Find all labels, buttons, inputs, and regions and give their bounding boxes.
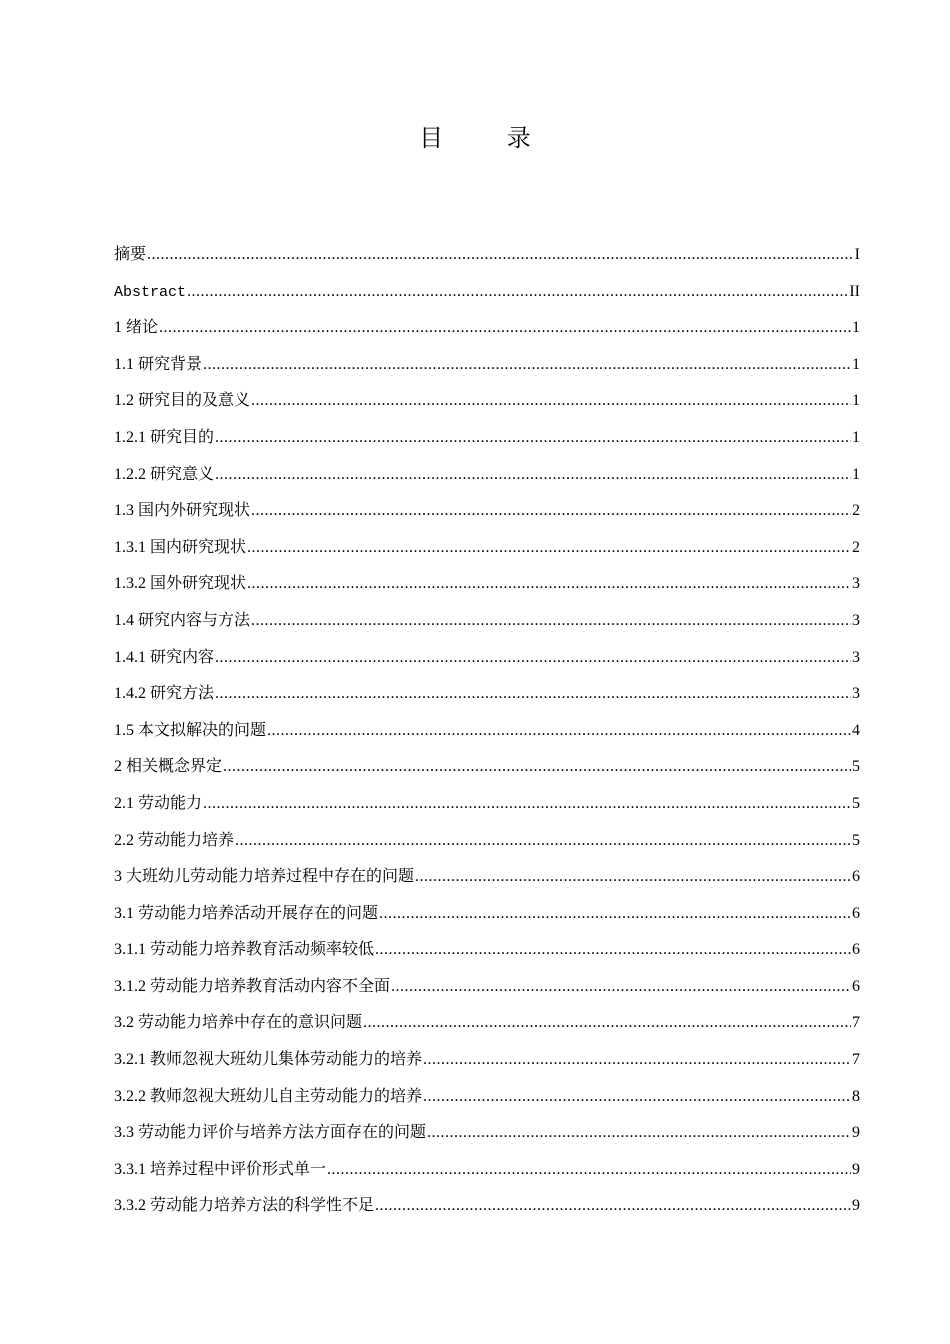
toc-entry-title: 3 大班幼儿劳动能力培养过程中存在的问题 [114, 868, 415, 886]
toc-entry-page-number: 2 [852, 502, 860, 520]
toc-entry-page-number: 1 [852, 319, 860, 337]
toc-entry-page-number: 5 [852, 831, 860, 849]
toc-entry[interactable] [114, 676, 860, 713]
toc-dot-leader [375, 932, 851, 968]
toc-entry[interactable] [114, 310, 860, 347]
toc-entry-page-number: 8 [852, 1087, 860, 1105]
toc-entry[interactable] [114, 713, 860, 750]
table-of-contents [114, 237, 860, 1225]
toc-entry-title: 3.3.1 培养过程中评价形式单一 [114, 1160, 327, 1178]
toc-dot-leader [423, 1079, 851, 1115]
toc-entry[interactable] [114, 383, 860, 420]
toc-entry-page-number: 6 [852, 904, 860, 922]
toc-entry-page-number: 5 [852, 794, 860, 812]
toc-dot-leader [203, 786, 851, 822]
toc-entry[interactable] [114, 859, 860, 896]
toc-entry-page-number: 6 [852, 941, 860, 959]
toc-dot-leader [267, 713, 851, 749]
toc-dot-leader [215, 420, 851, 456]
toc-entry-title: 1.3 国内外研究现状 [114, 502, 251, 520]
toc-entry[interactable] [114, 274, 860, 311]
toc-entry-page-number: 4 [852, 721, 860, 739]
toc-entry[interactable] [114, 640, 860, 677]
toc-dot-leader [327, 1152, 851, 1188]
toc-entry-page-number: II [849, 282, 860, 300]
toc-entry[interactable] [114, 1042, 860, 1079]
toc-dot-leader [379, 896, 851, 932]
toc-entry-title: 3.1 劳动能力培养活动开展存在的问题 [114, 904, 379, 922]
toc-entry[interactable] [114, 530, 860, 567]
toc-entry-title: 2.2 劳动能力培养 [114, 831, 235, 849]
toc-entry-title: 1.4.1 研究内容 [114, 648, 215, 666]
toc-entry[interactable] [114, 969, 860, 1006]
toc-entry-title: 1.3.2 国外研究现状 [114, 575, 247, 593]
toc-dot-leader [215, 457, 851, 493]
toc-dot-leader [251, 603, 851, 639]
toc-entry-page-number: 3 [852, 611, 860, 629]
toc-dot-leader [235, 823, 851, 859]
toc-dot-leader [147, 237, 854, 273]
toc-entry-page-number: 1 [852, 428, 860, 446]
toc-entry-title: 3.1.1 劳动能力培养教育活动频率较低 [114, 941, 375, 959]
toc-entry-title: Abstract [114, 283, 187, 301]
toc-entry[interactable] [114, 420, 860, 457]
toc-entry-page-number: 3 [852, 648, 860, 666]
toc-dot-leader [223, 749, 851, 785]
toc-entry-title: 1.2 研究目的及意义 [114, 392, 251, 410]
toc-entry[interactable] [114, 1152, 860, 1189]
toc-dot-leader [215, 640, 851, 676]
toc-dot-leader [391, 969, 851, 1005]
toc-entry-page-number: 6 [852, 868, 860, 886]
toc-dot-leader [247, 566, 851, 602]
toc-entry-page-number: 1 [852, 355, 860, 373]
toc-entry[interactable] [114, 749, 860, 786]
toc-entry[interactable] [114, 1079, 860, 1116]
toc-entry-page-number: 6 [852, 977, 860, 995]
toc-entry-title: 3.2.1 教师忽视大班幼儿集体劳动能力的培养 [114, 1051, 423, 1069]
toc-entry-page-number: 5 [852, 758, 860, 776]
toc-entry-page-number: 2 [852, 538, 860, 556]
toc-dot-leader [363, 1005, 851, 1041]
toc-entry-title: 3.2 劳动能力培养中存在的意识问题 [114, 1014, 363, 1032]
toc-entry-title: 1.5 本文拟解决的问题 [114, 721, 267, 739]
toc-entry-title: 1.4 研究内容与方法 [114, 611, 251, 629]
toc-entry-page-number: I [854, 246, 860, 263]
toc-entry-title: 3.3 劳动能力评价与培养方法方面存在的问题 [114, 1124, 427, 1142]
toc-entry-title: 2.1 劳动能力 [114, 794, 203, 812]
toc-entry[interactable] [114, 566, 860, 603]
toc-entry-title: 2 相关概念界定 [114, 758, 223, 776]
toc-entry-title: 1.2.2 研究意义 [114, 465, 215, 483]
toc-entry-page-number: 1 [852, 392, 860, 410]
toc-entry-title: 3.3.2 劳动能力培养方法的科学性不足 [114, 1197, 375, 1215]
toc-entry-page-number: 7 [852, 1051, 860, 1069]
toc-entry-title: 摘要 [114, 246, 147, 263]
toc-entry[interactable] [114, 896, 860, 933]
toc-entry-page-number: 3 [852, 685, 860, 703]
toc-entry[interactable] [114, 457, 860, 494]
toc-entry[interactable] [114, 237, 860, 274]
toc-dot-leader [415, 859, 851, 895]
toc-entry-page-number: 7 [852, 1014, 860, 1032]
toc-dot-leader [247, 530, 851, 566]
toc-dot-leader [203, 347, 851, 383]
toc-dot-leader [375, 1188, 851, 1224]
toc-dot-leader [423, 1042, 851, 1078]
toc-entry[interactable] [114, 603, 860, 640]
toc-entry[interactable] [114, 347, 860, 384]
toc-entry-page-number: 1 [852, 465, 860, 483]
toc-dot-leader [427, 1115, 851, 1151]
toc-entry[interactable] [114, 1005, 860, 1042]
toc-entry-page-number: 9 [852, 1160, 860, 1178]
toc-entry[interactable] [114, 1188, 860, 1225]
toc-entry-title: 3.1.2 劳动能力培养教育活动内容不全面 [114, 977, 391, 995]
toc-entry-title: 1 绪论 [114, 319, 159, 337]
toc-dot-leader [251, 493, 851, 529]
toc-entry-page-number: 9 [852, 1124, 860, 1142]
page-title: 目 录 [419, 124, 559, 152]
toc-entry[interactable] [114, 932, 860, 969]
toc-entry-page-number: 3 [852, 575, 860, 593]
toc-entry-title: 3.2.2 教师忽视大班幼儿自主劳动能力的培养 [114, 1087, 423, 1105]
toc-entry[interactable] [114, 823, 860, 860]
toc-dot-leader [187, 274, 848, 310]
toc-entry[interactable] [114, 1115, 860, 1152]
toc-entry-title: 1.3.1 国内研究现状 [114, 538, 247, 556]
toc-dot-leader [215, 676, 851, 712]
toc-entry[interactable] [114, 786, 860, 823]
toc-entry-page-number: 9 [852, 1197, 860, 1215]
toc-entry-title: 1.2.1 研究目的 [114, 428, 215, 446]
toc-entry-title: 1.1 研究背景 [114, 355, 203, 373]
toc-entry-title: 1.4.2 研究方法 [114, 685, 215, 703]
toc-dot-leader [251, 383, 851, 419]
toc-entry[interactable] [114, 493, 860, 530]
toc-dot-leader [159, 310, 851, 346]
